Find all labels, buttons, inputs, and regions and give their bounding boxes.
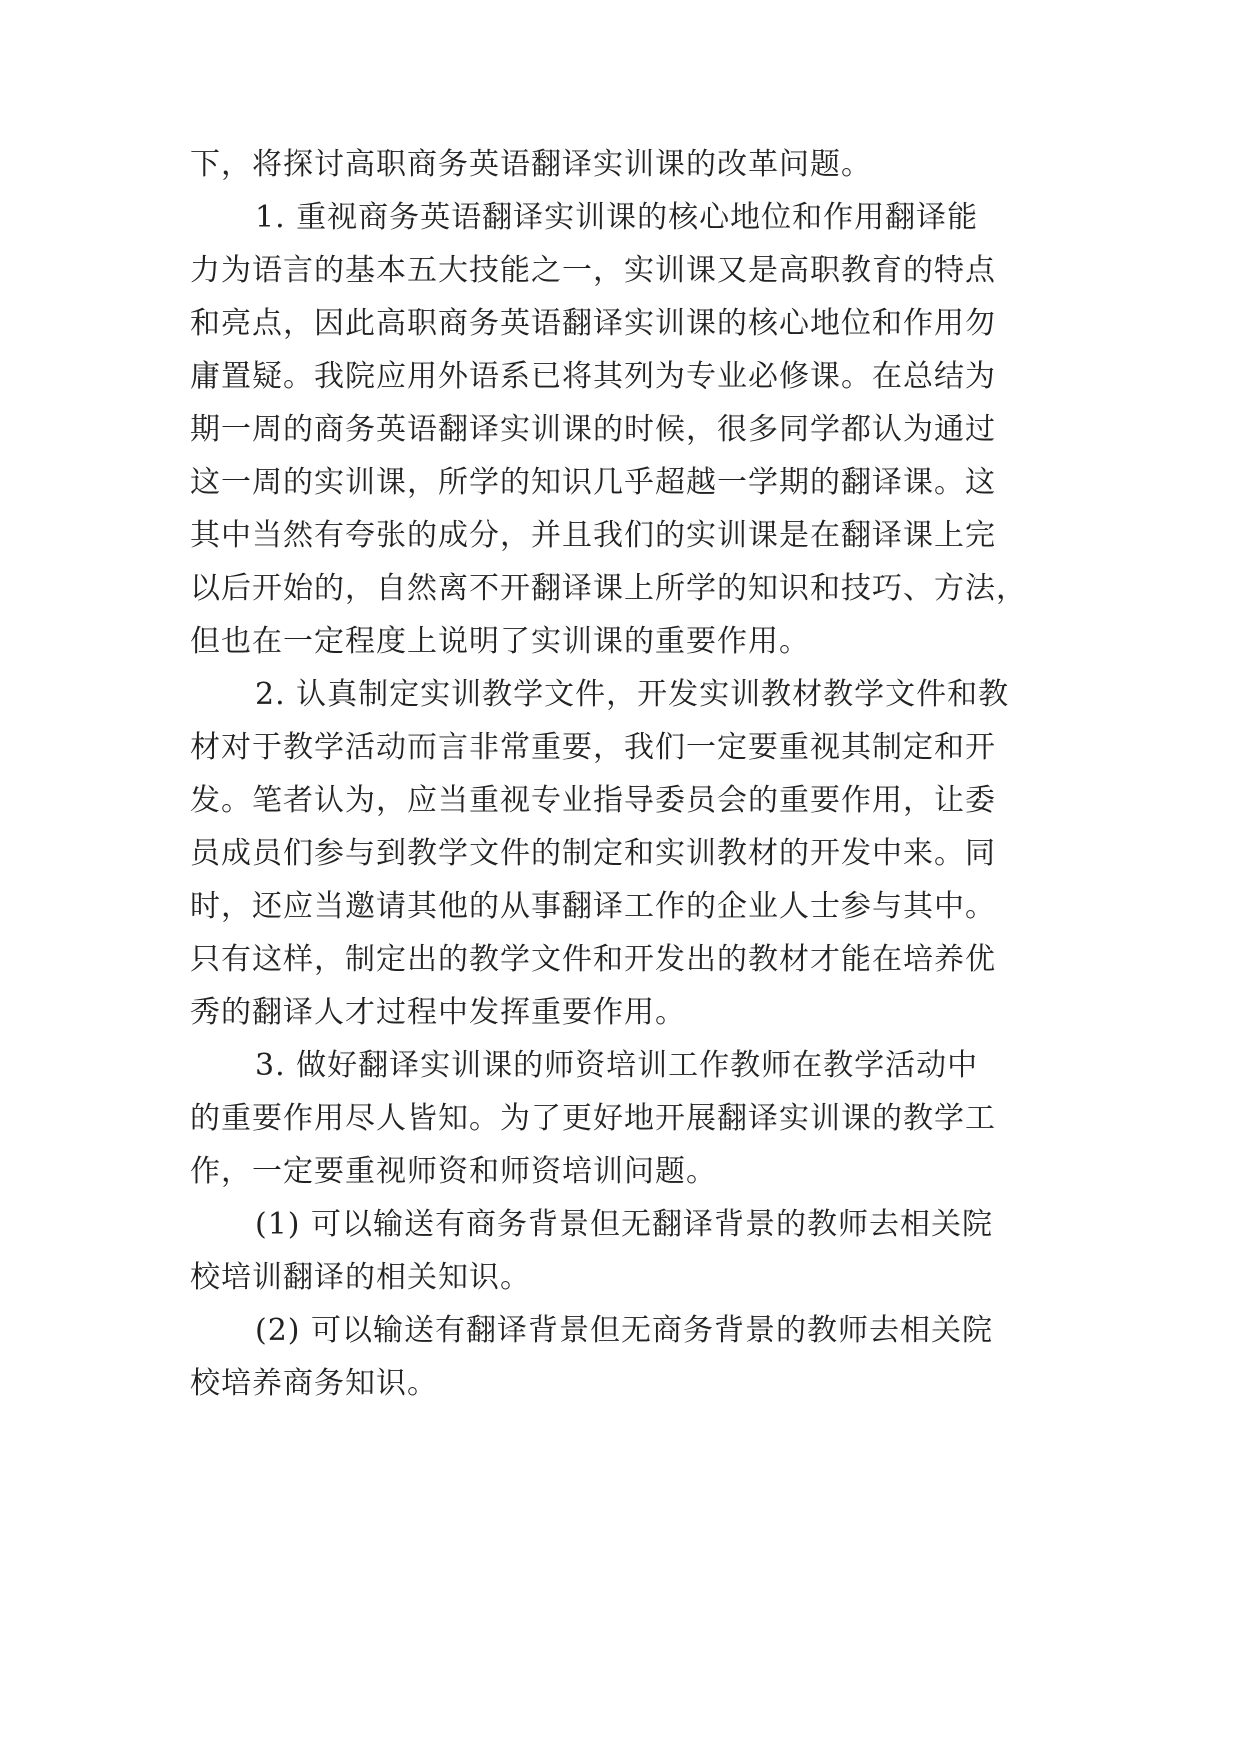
text-line: 的重要作用尽人皆知。为了更好地开展翻译实训课的教学工	[190, 1101, 996, 1136]
text-line: 只有这样，制定出的教学文件和开发出的教材才能在培养优	[190, 942, 996, 977]
text-line: 2. 认真制定实训教学文件，开发实训教材教学文件和教	[255, 677, 1010, 712]
text-line: 校培养商务知识。	[190, 1366, 438, 1401]
text-line: 这一周的实训课，所学的知识几乎超越一学期的翻译课。这	[190, 465, 996, 500]
text-line: 和亮点，因此高职商务英语翻译实训课的核心地位和作用勿	[190, 306, 996, 341]
text-line: 发。笔者认为，应当重视专业指导委员会的重要作用，让委	[190, 783, 996, 818]
text-line: 但也在一定程度上说明了实训课的重要作用。	[190, 624, 810, 659]
text-line: 校培训翻译的相关知识。	[190, 1260, 531, 1295]
text-line: 作，一定要重视师资和师资培训问题。	[190, 1154, 717, 1189]
text-line: (1) 可以输送有商务背景但无翻译背景的教师去相关院	[255, 1207, 994, 1242]
text-line: 3. 做好翻译实训课的师资培训工作教师在教学活动中	[255, 1048, 979, 1083]
text-line: 其中当然有夸张的成分，并且我们的实训课是在翻译课上完	[190, 518, 996, 553]
text-line: 员成员们参与到教学文件的制定和实训教材的开发中来。同	[190, 836, 996, 871]
text-line: 以后开始的，自然离不开翻译课上所学的知识和技巧、方法，	[190, 571, 1027, 606]
text-line: 时，还应当邀请其他的从事翻译工作的企业人士参与其中。	[190, 889, 996, 924]
text-line: 下，将探讨高职商务英语翻译实训课的改革问题。	[190, 147, 872, 182]
text-line: 力为语言的基本五大技能之一，实训课又是高职教育的特点	[190, 253, 996, 288]
text-line: 1. 重视商务英语翻译实训课的核心地位和作用翻译能	[255, 200, 979, 235]
text-line: 秀的翻译人才过程中发挥重要作用。	[190, 995, 686, 1030]
text-line: 期一周的商务英语翻译实训课的时候，很多同学都认为通过	[190, 412, 996, 447]
text-line: 材对于教学活动而言非常重要，我们一定要重视其制定和开	[190, 730, 996, 765]
text-line: (2) 可以输送有翻译背景但无商务背景的教师去相关院	[255, 1313, 994, 1348]
text-line: 庸置疑。我院应用外语系已将其列为专业必修课。在总结为	[190, 359, 996, 394]
